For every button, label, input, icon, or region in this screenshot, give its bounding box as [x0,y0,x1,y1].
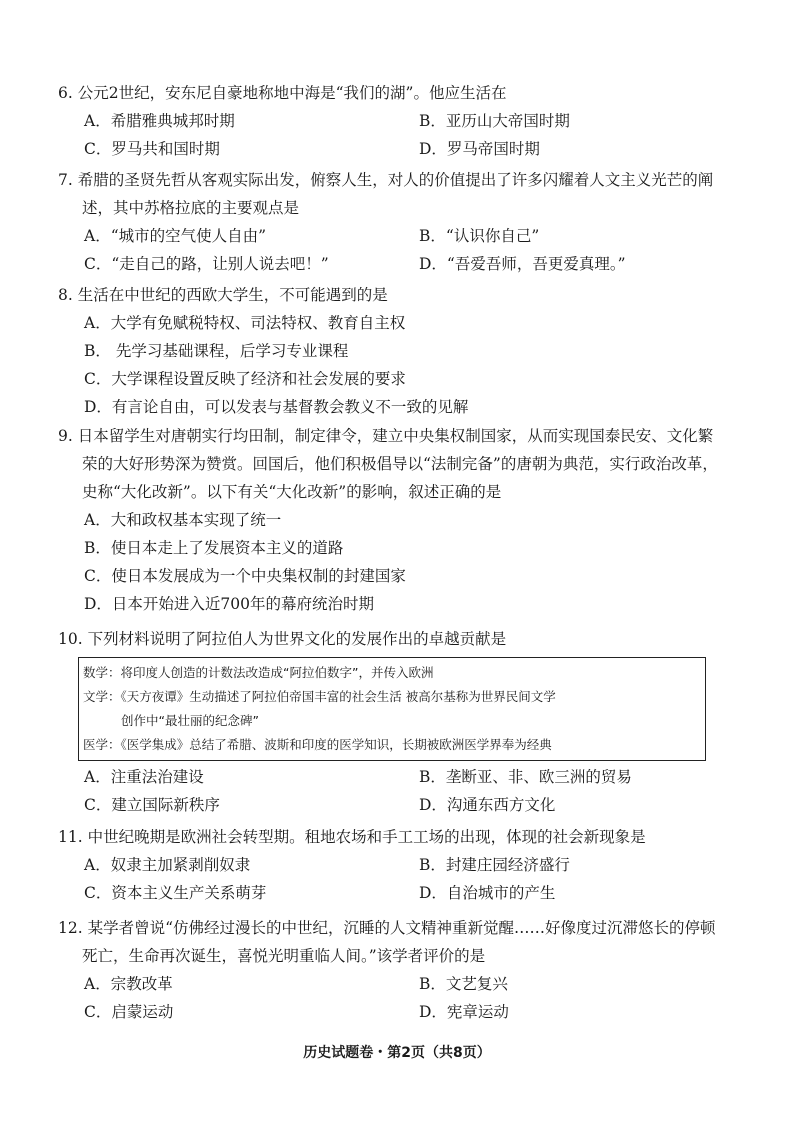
option-a[interactable]: A．希腊雅典城邦时期 [84,112,235,130]
stem-text: 某学者曾说“仿佛经过漫长的中世纪，沉睡的人文精神重新觉醒……好像度过沉滞悠长的停顿 [87,919,716,937]
question-7 [58,166,758,278]
options [58,763,758,819]
question-number: 11. [58,828,83,846]
question-stem [58,281,758,309]
option-d[interactable]: D．自治城市的产生 [419,884,556,902]
option-d[interactable]: D．沟通东西方文化 [419,796,556,814]
question-11 [58,823,758,907]
option-a[interactable]: A．注重法治建设 [84,768,204,786]
question-stem [58,166,758,194]
option-a[interactable]: A．大学有免赋税特权、司法特权、教育自主权 [84,314,406,332]
option-b[interactable]: B．垄断亚、非、欧三洲的贸易 [419,768,632,786]
options [58,107,758,163]
question-number: 10. [58,630,83,648]
stem-text: 下列材料说明了阿拉伯人为世界文化的发展作出的卓越贡献是 [87,630,507,648]
material-math: 数学：将印度人创造的计数法改造成“阿拉伯数字”，并传入欧洲 [83,665,434,680]
option-b[interactable]: B．“认识你自己” [419,227,540,245]
stem-text-continued: 述，其中苏格拉底的主要观点是 [82,199,300,217]
options [58,970,758,1026]
option-c[interactable]: C．建立国际新秩序 [84,796,220,814]
material-medicine: 医学：《医学集成》总结了希腊、波斯和印度的医学知识，长期被欧洲医学界奉为经典 [83,737,552,752]
option-a[interactable]: A．“城市的空气使人自由” [84,227,267,245]
option-b[interactable]: B． 先学习基础课程，后学习专业课程 [84,342,349,360]
option-c[interactable]: C．罗马共和国时期 [84,140,220,158]
option-b[interactable]: B．封建庄园经济盛行 [419,856,570,874]
stem-text-continued: 史称“大化改新”。以下有关“大化改新”的影响，叙述正确的是 [82,483,502,501]
page-footer: 历史试题卷・第2页（共8页） [303,1045,491,1061]
stem-text: 希腊的圣贤先哲从客观实际出发，俯察人生，对人的价值提出了许多闪耀着人文主义光芒的阐 [77,171,714,189]
question-stem [58,625,758,653]
option-c[interactable]: C．启蒙运动 [84,1003,174,1021]
stem-text: 日本留学生对唐朝实行均田制，制定律令，建立中央集权制国家，从而实现国泰民安、文化繁 [77,427,714,445]
question-number: 12. [58,919,83,937]
stem-text-continued: 死亡，生命再次诞生，喜悦光明重临人间。”该学者评价的是 [82,947,486,965]
option-d[interactable]: D．有言论自由，可以发表与基督教会教义不一致的见解 [84,398,469,416]
option-d[interactable]: D．宪章运动 [419,1003,509,1021]
stem-text: 公元2世纪，安东尼自豪地称地中海是“我们的湖”。他应生活在 [77,84,507,102]
option-d[interactable]: D．日本开始进入近700年的幕府统治时期 [84,595,375,613]
stem-text: 中世纪晚期是欧洲社会转型期。租地农场和手工工场的出现，体现的社会新现象是 [87,828,646,846]
option-b[interactable]: B．使日本走上了发展资本主义的道路 [84,539,344,557]
question-number: 6. [58,84,73,102]
option-b[interactable]: B．亚历山大帝国时期 [419,112,570,130]
material-literature: 文学：《天方夜谭》生动描述了阿拉伯帝国丰富的社会生活 被高尔基称为世界民间文学 [83,689,556,704]
question-6 [58,79,758,163]
material-literature-continued: 创作中“最壮丽的纪念碑” [121,713,259,728]
question-stem [58,914,758,942]
question-8 [58,281,758,421]
option-a[interactable]: A．奴隶主加紧剥削奴隶 [84,856,251,874]
option-c[interactable]: C．“走自己的路，让别人说去吧！” [84,255,329,273]
question-number: 8. [58,286,73,304]
stem-text: 生活在中世纪的西欧大学生，不可能遇到的是 [77,286,388,304]
option-c[interactable]: C．资本主义生产关系萌芽 [84,884,267,902]
question-10 [58,625,758,819]
option-c[interactable]: C．使日本发展成为一个中央集权制的封建国家 [84,567,406,585]
option-a[interactable]: A．宗教改革 [84,975,173,993]
question-stem [58,823,758,851]
question-number: 7. [58,171,73,189]
question-12 [58,914,758,1026]
option-d[interactable]: D．“吾爱吾师，吾更爱真理。” [419,255,626,273]
option-c[interactable]: C．大学课程设置反映了经济和社会发展的要求 [84,370,406,388]
question-number: 9. [58,427,73,445]
options [58,222,758,278]
option-d[interactable]: D．罗马帝国时期 [419,140,540,158]
material-box [78,657,706,761]
option-a[interactable]: A．大和政权基本实现了统一 [84,511,282,529]
option-b[interactable]: B．文艺复兴 [419,975,508,993]
question-9 [58,422,758,618]
options [58,851,758,907]
question-stem [58,79,758,107]
stem-text-continued: 荣的大好形势深为赞赏。回国后，他们积极倡导以“法制完备”的唐朝为典范，实行政治改革， [82,455,718,473]
question-stem [58,422,758,450]
